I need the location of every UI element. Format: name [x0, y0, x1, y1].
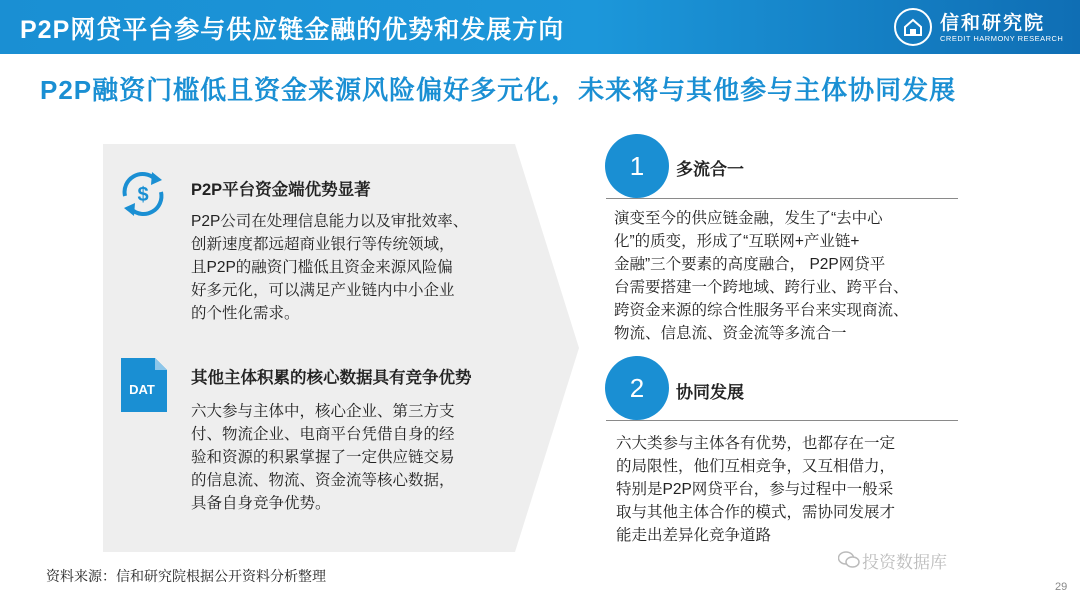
- section2-line: 付、物流企业、电商平台凭借自身的经: [191, 426, 455, 443]
- section1-body: [191, 210, 468, 325]
- credit-harmony-logo-icon: [894, 8, 932, 46]
- page-title: P2P网贷平台参与供应链金融的优势和发展方向: [20, 16, 565, 44]
- section1-line: 好多元化，可以满足产业链内中小企业: [191, 282, 455, 299]
- left-panel: [103, 144, 583, 552]
- number-badge-1: 1: [605, 134, 669, 198]
- source-note: 资料来源：信和研究院根据公开资料分析整理: [46, 568, 326, 584]
- logo-name: 信和研究院: [940, 13, 1046, 34]
- wechat-icon: [838, 551, 860, 574]
- item1-title: 多流合一: [676, 160, 744, 179]
- section1-line: 创新速度都远超商业银行等传统领域，: [191, 236, 455, 253]
- section2-title: 其他主体积累的核心数据具有竞争优势: [191, 369, 472, 387]
- item2-divider: [606, 420, 958, 421]
- item1-line: 跨资金来源的综合性服务平台来实现商流、: [614, 302, 909, 319]
- item2-body: [616, 432, 895, 547]
- section2-line: 六大参与主体中，核心企业、第三方支: [191, 403, 455, 420]
- item2-line: 六大类参与主体各有优势，也都存在一定: [616, 435, 896, 452]
- item2-title: 协同发展: [676, 383, 744, 402]
- section1-title: P2P平台资金端优势显著: [191, 181, 371, 199]
- item1-line: 化”的质变，形成了“互联网+产业链+: [614, 233, 860, 250]
- item2-line: 能走出差异化竞争道路: [616, 527, 772, 544]
- item1-line: 物流、信息流、资金流等多流合一: [614, 325, 847, 342]
- logo: [890, 6, 1075, 50]
- item1-divider: [606, 198, 958, 199]
- item2-line: 特别是P2P网贷平台，参与过程中一般采: [616, 481, 894, 498]
- slide-subtitle: P2P融资门槛低且资金来源风险偏好多元化，未来将与其他参与主体协同发展: [40, 75, 957, 105]
- watermark-text: 投资数据库: [862, 553, 947, 572]
- section2-line: 的信息流、物流、资金流等核心数据，: [191, 472, 455, 489]
- item2-line: 的局限性，他们互相竞争，又互相借力，: [616, 458, 896, 475]
- section2-line: 具备自身竞争优势。: [191, 495, 331, 512]
- section1-line: 的个性化需求。: [191, 305, 300, 322]
- svg-text:$: $: [137, 184, 149, 206]
- header-bar: [0, 0, 1080, 54]
- section1-line: 且P2P的融资门槛低且资金来源风险偏: [191, 259, 453, 276]
- section2-body: [191, 400, 455, 515]
- item1-body: [614, 207, 909, 345]
- page-number: 29: [1055, 581, 1068, 593]
- item1-line: 金融”三个要素的高度融合， P2P网贷平: [614, 256, 886, 273]
- logo-subtitle: CREDIT HARMONY RESEARCH: [940, 34, 1064, 43]
- number-badge-2: 2: [605, 356, 669, 420]
- data-file-icon-label: DAT: [129, 382, 155, 397]
- item1-line: 演变至今的供应链金融，发生了“去中心: [614, 210, 883, 227]
- section1-line: P2P公司在处理信息能力以及审批效率、: [191, 213, 469, 230]
- section2-line: 验和资源的积累掌握了一定供应链交易: [191, 449, 455, 466]
- item2-line: 取与其他主体合作的模式，需协同发展才: [616, 504, 896, 521]
- item1-line: 台需要搭建一个跨地域、跨行业、跨平台、: [614, 279, 909, 296]
